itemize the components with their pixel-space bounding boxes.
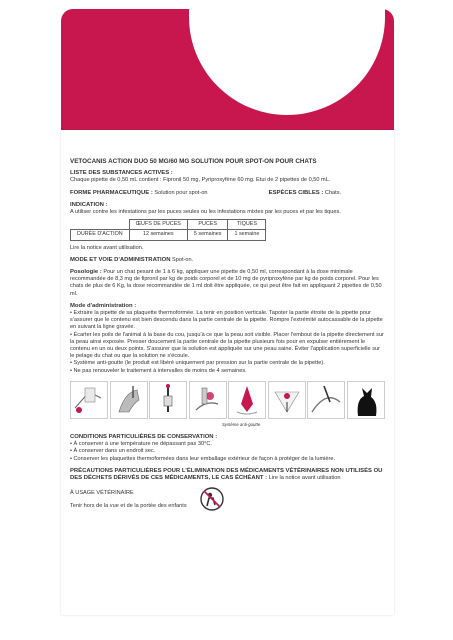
administration-step: • Écarter les poils de l'animal à la base du cou, jusqu'à ce que la peau soit visible. Placer l'embout de la pipette directement sur la peau ainsi exposée. Presser doucement la partie centrale de la pipette plusieurs fois pour en expulser entièrement le contenu en un ou deux points. S'assurer que la solution est appliquée sur une peau saine. Éviter l'application superficielle sur le pelage du chat ou que la solution ne s'écoule. bbox=[70, 331, 384, 360]
mode-line: MODE ET VOIE D'ADMINISTRATION Spot-on. bbox=[70, 256, 194, 263]
table-cell: 1 semaine bbox=[228, 230, 266, 240]
table-header: PUCES bbox=[187, 220, 228, 230]
product-title: VETOCANIS ACTION DUO 50 MG/60 MG SOLUTION POUR SPOT-ON POUR CHATS bbox=[70, 158, 317, 165]
usage-block bbox=[70, 490, 385, 512]
drop-icon bbox=[228, 381, 266, 419]
label-text bbox=[70, 158, 385, 512]
table-cell: 12 semaines bbox=[129, 230, 187, 240]
conservation-item: • À conserver dans un endroit sec. bbox=[70, 448, 156, 455]
administration-step: • Ne pas renouveler le traitement à intervalles de moins de 4 semaines. bbox=[70, 367, 247, 374]
anti-drip-icon bbox=[268, 381, 306, 419]
conservation-heading: CONDITIONS PARTICULIÈRES DE CONSERVATION : bbox=[70, 434, 218, 441]
substances-heading: LISTE DES SUBSTANCES ACTIVES : bbox=[70, 170, 173, 177]
precautions-text: PRÉCAUTIONS PARTICULIÈRES POUR L'ÉLIMINATION DES MÉDICAMENTS VÉTÉRINAIRES NON UTILISÉS OU DES DÉCHETS DÉRIVÉS DE CES MÉDICAMENTS, LE CAS ÉCHÉANT : Lire la notice avant utilisation bbox=[70, 467, 383, 482]
indication-text: A utiliser contre les infestations par les puces seules ou les infestations mixtes par les puces et par les tiques. bbox=[70, 209, 341, 216]
hang-tab bbox=[61, 9, 394, 137]
indication-heading: INDICATION : bbox=[70, 201, 108, 208]
table-header: ŒUFS DE PUCES bbox=[129, 220, 187, 230]
administration-heading: Mode d'administration : bbox=[70, 302, 137, 309]
pictogram-caption: Système anti-goutte bbox=[222, 421, 261, 427]
table-row-label: DURÉE D'ACTION bbox=[71, 230, 130, 240]
hand-icon bbox=[110, 381, 148, 419]
table-cell: 5 semaines bbox=[187, 230, 228, 240]
hang-hole bbox=[189, 3, 385, 115]
pipette-icon bbox=[149, 381, 187, 419]
lire-notice: Lire la notice avant utilisation. bbox=[70, 244, 144, 251]
cat-icon bbox=[347, 381, 385, 419]
blister-icon bbox=[70, 381, 108, 419]
table-header: TIQUES bbox=[228, 220, 266, 230]
enfants-warning: Tenir hors de la vue et de la portée des enfants bbox=[70, 502, 187, 509]
duration-table bbox=[70, 219, 266, 240]
substances-text: Chaque pipette de 0,50 mL contient : Fipronil 50 mg, Pyriproxyfène 60 mg. Etui de 2 pipettes de 0,50 mL. bbox=[70, 177, 331, 184]
conservation-item: • À conserver à une température ne dépassant pas 30°C. bbox=[70, 441, 212, 448]
conservation-item: • Conserver les plaquettes thermoformées dans leur emballage extérieur de façon à protéger de la lumière. bbox=[70, 455, 336, 462]
application-icon bbox=[307, 381, 345, 419]
posologie-text: Posologie : Pour un chat pesant de 1 à 6 kg, appliquer une pipette de 0,50 ml, correspondant à la dose minimale recommandée de 8,3 mg de fipronil par kg de poids corporel et de 10 mg de pyriproxyfène par kg de poids corporel. Pour les chats de plus de 6 Kg, la dose recommandée de 1 ml doit être appliquée, ce qui peut être fait en appliquant 2 pipettes de 0,50 ml. bbox=[70, 269, 382, 297]
administration-step: • Extraire la pipette de sa plaquette thermoformée. La tenir en position verticale. Tapoter la partie étroite de la pipette pour s'assurer que le contenu est bien descendu dans la partie centrale de la pipette. Rompre l'extrémité autocassable de la pipette en suivant la ligne gravée. bbox=[70, 310, 383, 331]
keep-away-children-icon bbox=[199, 486, 225, 512]
administration-step: • Système anti-goutte (le produit est libéré uniquement par pression sur la partie centrale de la pipette). bbox=[70, 360, 325, 367]
forme-line: FORME PHARMACEUTIQUE : Solution pour spot-on ESPÈCES CIBLES : Chats. bbox=[70, 189, 342, 196]
break-tip-icon bbox=[189, 381, 227, 419]
usage-veterinaire: À USAGE VÉTÉRINAIRE bbox=[70, 490, 134, 497]
pictogram-strip bbox=[70, 381, 385, 419]
